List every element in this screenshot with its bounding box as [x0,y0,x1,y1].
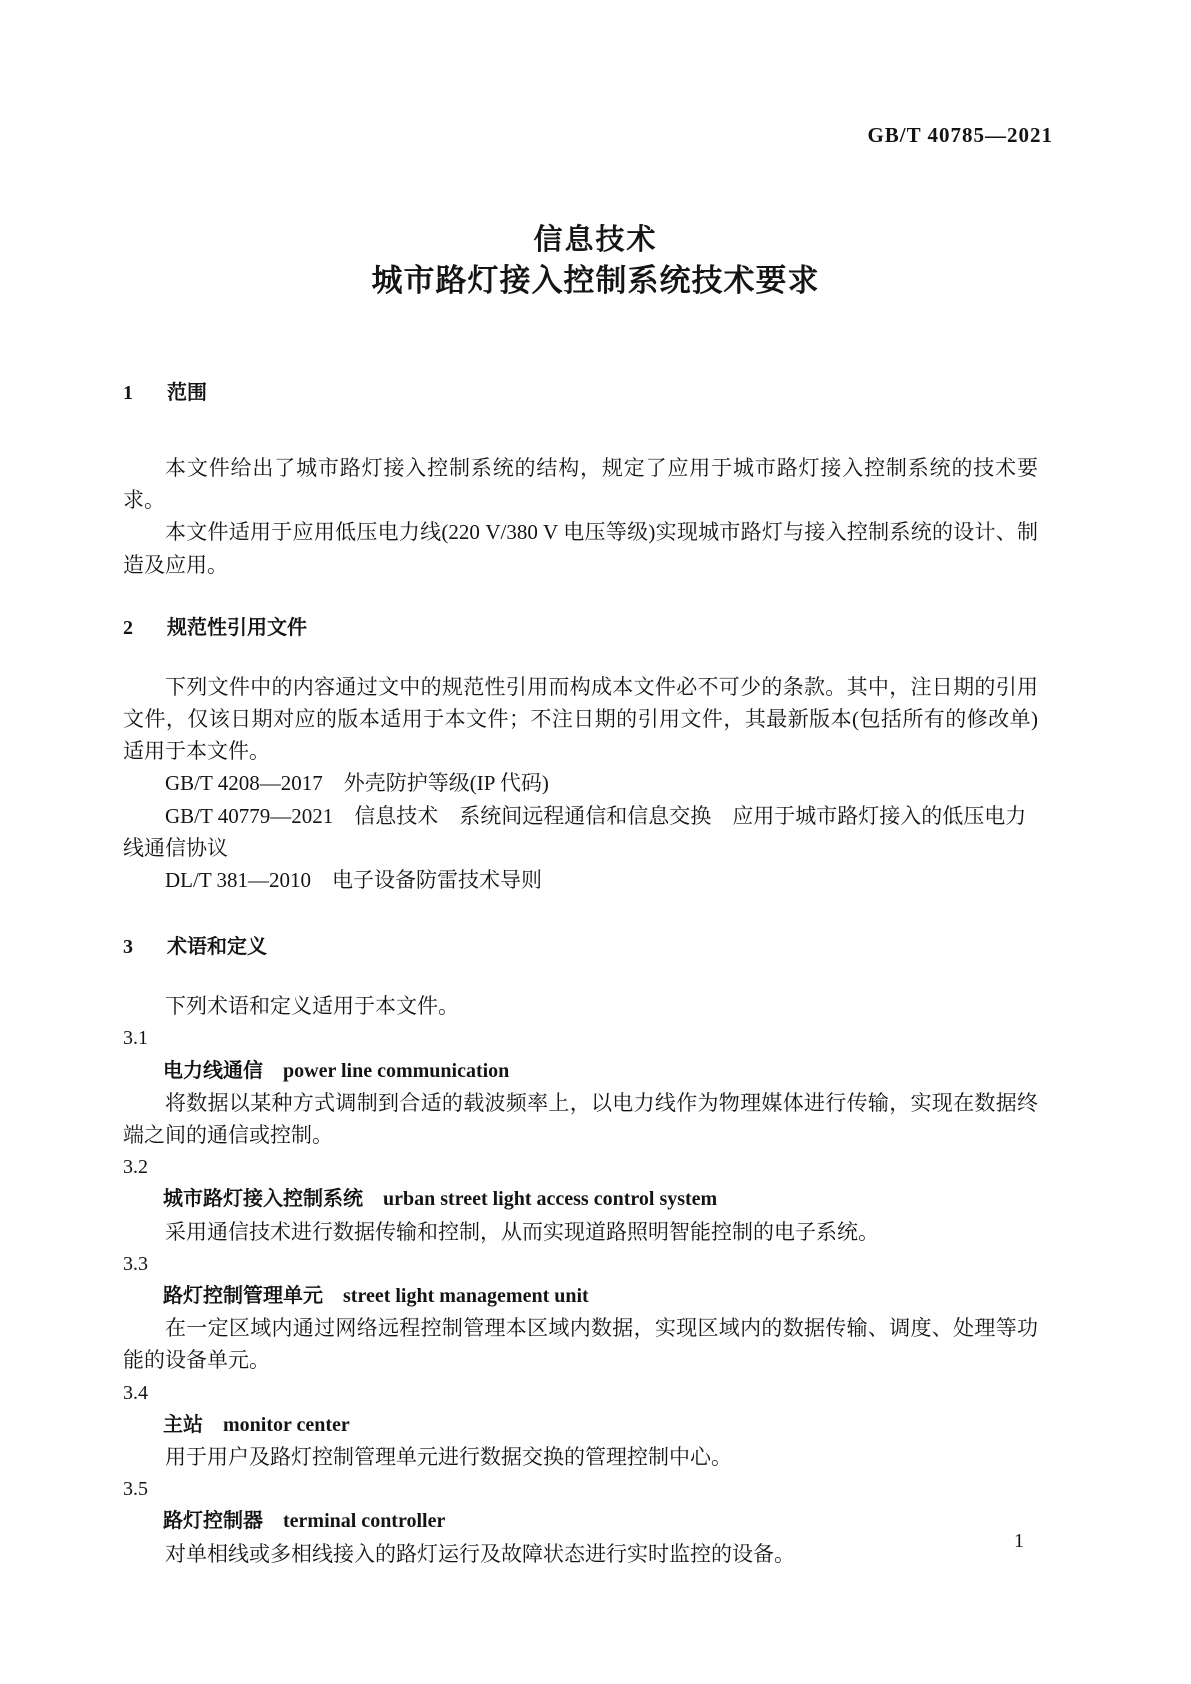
term-name [123,1183,1038,1215]
doc-title [0,220,1191,302]
term-name-en: monitor center [223,1413,350,1436]
term-definition: 采用通信技术进行数据传输和控制，从而实现道路照明智能控制的电子系统。 [165,1219,879,1244]
term-name [123,1505,1038,1537]
reference-item: GB/T 4208—2017 外壳防护等级(IP 代码) [165,771,549,796]
term-name-zh: 路灯控制管理单元 [163,1285,323,1308]
term-definition: 对单相线或多相线接入的路灯运行及故障状态进行实时监控的设备。 [165,1541,795,1566]
section-1-title: 范围 [167,382,207,404]
section-3-heading [123,932,1038,962]
term-name-en: urban street light access control system [383,1188,718,1211]
term-definition: 将数据以某种方式调制到合适的载波频率上，以电力线作为物理媒体进行传输，实现在数据终端之间的通信或控制。 [123,1090,1038,1148]
reference-item: GB/T 40779—2021 信息技术 系统间远程通信和信息交换 应用于城市路灯接入的低压电力线通信协议 [123,803,1027,860]
term-name-zh: 城市路灯接入控制系统 [163,1188,363,1211]
term-number: 3.1 [123,1027,148,1050]
term-name [123,1055,1038,1087]
section-1-heading [123,378,1038,408]
term-name-en: terminal controller [283,1510,446,1533]
doc-title-line-1: 信息技术 [533,224,658,256]
term-name-zh: 电力线通信 [163,1059,263,1082]
term-name [123,1409,1038,1441]
term-number: 3.4 [123,1381,148,1404]
doc-title-line-2: 城市路灯接入控制系统技术要求 [371,263,820,298]
section-2-paragraph-1: 下列文件中的内容通过文中的规范性引用而构成本文件必不可少的条款。其中，注日期的引用文件，仅该日期对应的版本适用于本文件；不注日期的引用文件，其最新版本(包括所有的修改单)适用于本文件。 [123,674,1038,764]
term-definition: 在一定区域内通过网络远程控制管理本区域内数据，实现区域内的数据传输、调度、处理等功能的设备单元。 [123,1316,1038,1373]
term-name-en: power line communication [283,1059,510,1082]
term-definition: 用于用户及路灯控制管理单元进行数据交换的管理控制中心。 [165,1445,732,1470]
section-3-number: 3 [123,936,133,959]
section-3-intro: 下列术语和定义适用于本文件。 [165,994,459,1019]
page-number: 1 [1014,1530,1024,1552]
term-number: 3.2 [123,1156,148,1179]
section-1-number: 1 [123,382,133,404]
section-3-title: 术语和定义 [167,936,267,959]
section-2-number: 2 [123,616,133,639]
reference-item: DL/T 381—2010 电子设备防雷技术导则 [165,868,543,893]
term-name-zh: 主站 [163,1413,203,1436]
term-name-en: street light management unit [343,1285,589,1308]
section-2-heading [123,613,1038,643]
doc-number: GB/T 40785—2021 [867,123,1053,147]
section-1-paragraph-2: 本文件适用于应用低压电力线(220 V/380 V 电压等级)实现城市路灯与接入控制系统的设计、制造及应用。 [123,520,1038,577]
document-body [123,378,1038,1570]
term-number: 3.5 [123,1478,148,1501]
section-1-paragraph-1: 本文件给出了城市路灯接入控制系统的结构，规定了应用于城市路灯接入控制系统的技术要求。 [123,456,1038,513]
term-name [123,1280,1038,1312]
section-2-title: 规范性引用文件 [167,616,307,639]
term-number: 3.3 [123,1252,148,1275]
term-name-zh: 路灯控制器 [163,1510,263,1533]
